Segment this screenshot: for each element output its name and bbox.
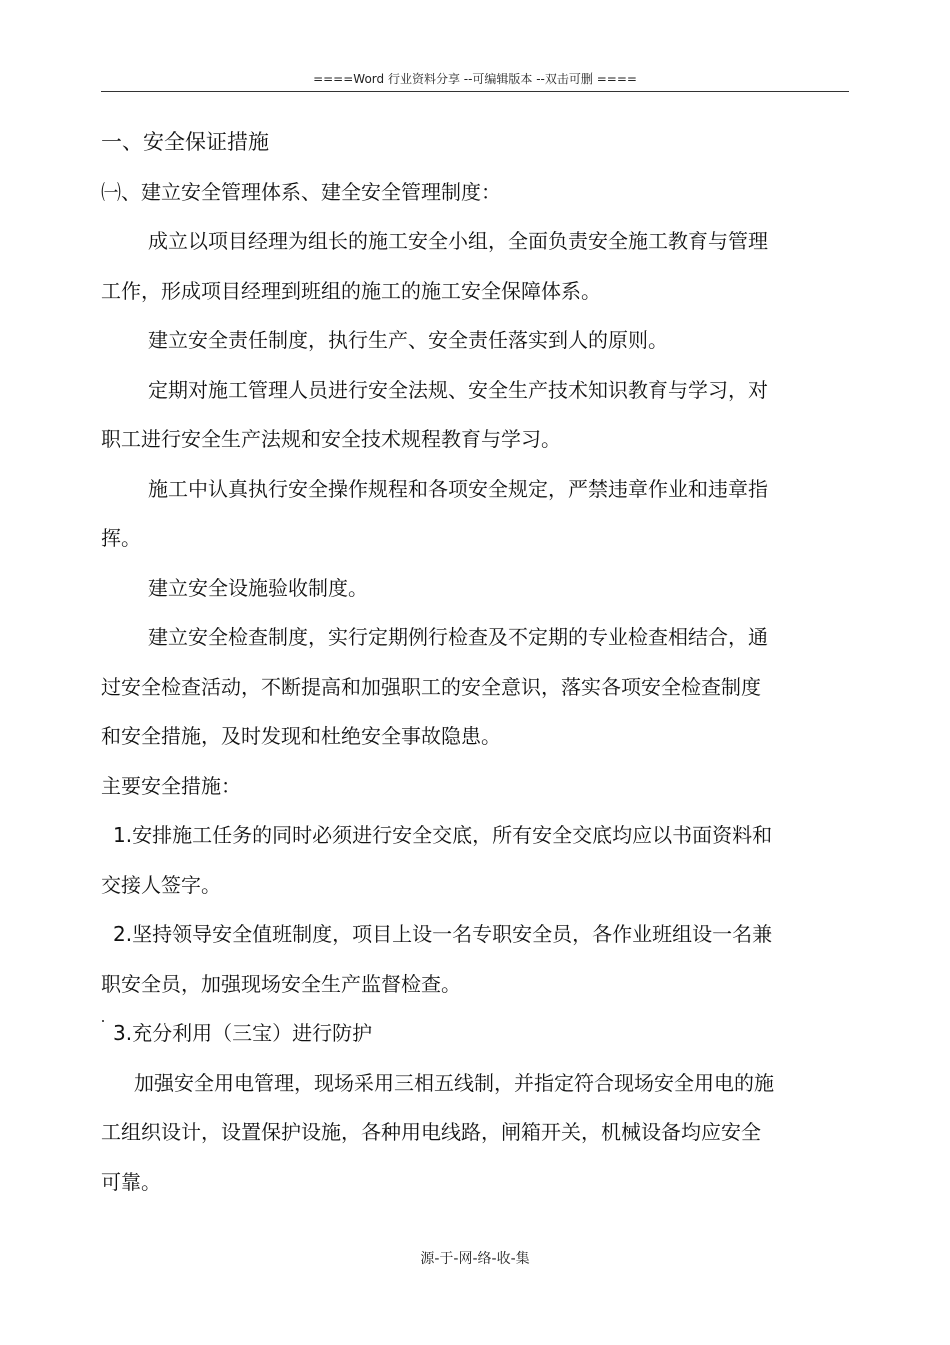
paragraph-line: 建立安全责任制度，执行生产、安全责任落实到人的原则。 (148, 328, 668, 352)
paragraph-line: 施工中认真执行安全操作规程和各项安全规定，严禁违章作业和违章指 (148, 476, 768, 501)
paragraph-line: 过安全检查活动，不断提高和加强职工的安全意识，落实各项安全检查制度 (101, 674, 761, 699)
paragraph-line: 建立安全设施验收制度。 (148, 575, 368, 600)
paragraph-line: 定期对施工管理人员进行安全法规、安全生产技术知识教育与学习，对 (148, 377, 768, 402)
subsection-heading: ㈠、建立安全管理体系、建全安全管理制度： (101, 179, 501, 204)
list-item: 2.坚持领导安全值班制度，项目上设一名专职安全员，各作业班组设一名兼 (113, 922, 773, 946)
measures-heading: 主要安全措施： (101, 773, 241, 798)
page-footer: 源-于-网-络-收-集 (420, 1251, 530, 1267)
list-item: 3.充分利用（三宝）进行防护 (113, 1021, 373, 1045)
paragraph-line: 工组织设计，设置保护设施，各种用电线路，闸箱开关，机械设备均应安全 (101, 1120, 761, 1144)
list-item-continuation: 交接人签字。 (101, 872, 221, 897)
stray-mark (102, 1020, 104, 1022)
paragraph-line: 可靠。 (101, 1169, 161, 1194)
paragraph-line: 挥。 (101, 526, 141, 550)
document-body (101, 118, 811, 1207)
paragraph-line: 建立安全检查制度，实行定期例行检查及不定期的专业检查相结合，通 (148, 625, 768, 649)
header-divider (101, 91, 849, 92)
list-item-continuation: 职安全员，加强现场安全生产监督检查。 (101, 971, 461, 996)
paragraph-line: 工作，形成项目经理到班组的施工的施工安全保障体系。 (101, 278, 601, 303)
paragraph-line: 和安全措施，及时发现和杜绝安全事故隐患。 (101, 724, 501, 748)
paragraph-line: 职工进行安全生产法规和安全技术规程教育与学习。 (101, 427, 561, 451)
list-item: 1.安排施工任务的同时必须进行安全交底，所有安全交底均应以书面资料和 (113, 823, 773, 847)
section-heading: 一、安全保证措施 (101, 130, 269, 154)
paragraph-line: 加强安全用电管理，现场采用三相五线制，并指定符合现场安全用电的施 (134, 1070, 774, 1095)
page-header: ====Word 行业资料分享 --可编辑版本 --双击可删 ==== (313, 72, 637, 86)
paragraph-line: 成立以项目经理为组长的施工安全小组，全面负责安全施工教育与管理 (148, 229, 768, 253)
